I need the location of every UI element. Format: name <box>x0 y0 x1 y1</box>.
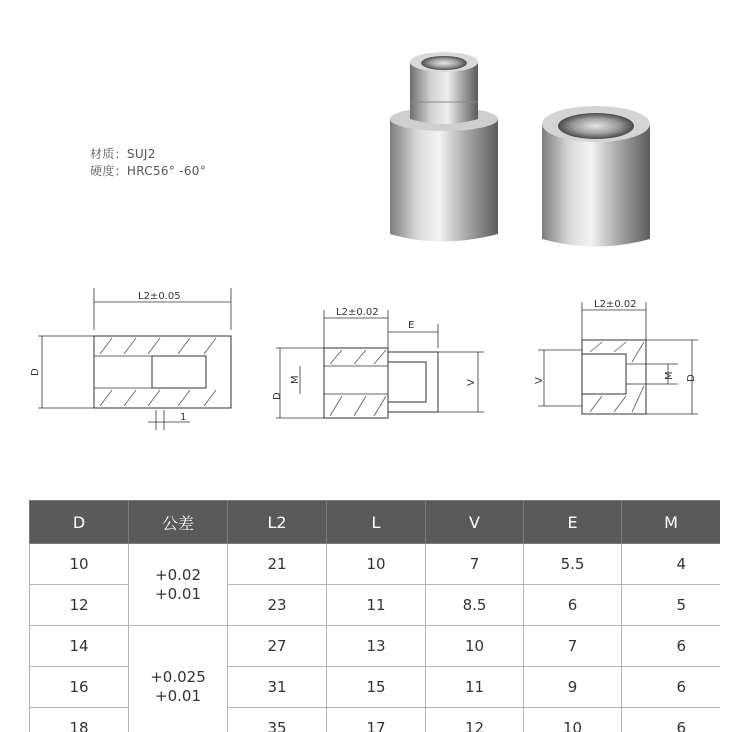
cell-d: 12 <box>30 585 129 626</box>
left-top-dimension: L2±0.05 <box>138 291 181 302</box>
cell-d: 10 <box>30 544 129 585</box>
cell-e: 6 <box>524 585 622 626</box>
drawing-left <box>28 288 248 438</box>
tolerance-lower: +0.01 <box>155 687 201 705</box>
table-row <box>30 544 721 585</box>
header-m: M <box>622 501 721 544</box>
hardness-spec: 硬度：HRC56° -60° <box>90 164 207 178</box>
middle-d-dimension: D <box>272 392 283 400</box>
cell-m: 4 <box>622 544 721 585</box>
cell-e: 9 <box>524 667 622 708</box>
right-v-dimension: V <box>534 377 545 384</box>
cell-l: 13 <box>327 626 426 667</box>
cell-tolerance <box>129 626 228 732</box>
header-l: L <box>327 501 426 544</box>
table-row <box>30 626 721 667</box>
table-header-row <box>30 501 721 544</box>
header-v: V <box>426 501 524 544</box>
material-spec: 材质：SUJ2 <box>90 147 156 161</box>
cell-l2: 31 <box>228 667 327 708</box>
tolerance-lower: +0.01 <box>155 584 201 603</box>
spec-block <box>90 146 206 180</box>
cell-m: 5 <box>622 585 721 626</box>
cell-v: 8.5 <box>426 585 524 626</box>
cell-e: 5.5 <box>524 544 622 585</box>
cell-tolerance <box>129 544 228 626</box>
cell-v: 7 <box>426 544 524 585</box>
cell-m: 6 <box>622 667 721 708</box>
cell-d: 18 <box>30 708 129 732</box>
cell-l2: 23 <box>228 585 327 626</box>
cell-l: 17 <box>327 708 426 732</box>
cell-l: 15 <box>327 667 426 708</box>
cell-l2: 35 <box>228 708 327 732</box>
header-tolerance: 公差 <box>129 501 228 544</box>
cell-l2: 21 <box>228 544 327 585</box>
tolerance-upper: +0.025 <box>150 668 206 686</box>
cell-v: 12 <box>426 708 524 732</box>
cell-l2: 27 <box>228 626 327 667</box>
middle-v-dimension: V <box>466 379 477 386</box>
right-top-dimension: L2±0.02 <box>594 299 637 310</box>
cell-e: 7 <box>524 626 622 667</box>
cell-d: 14 <box>30 626 129 667</box>
cell-v: 10 <box>426 626 524 667</box>
product-photo <box>380 44 670 256</box>
left-side-dimension: D <box>30 368 41 376</box>
header-e: E <box>524 501 622 544</box>
header-l2: L2 <box>228 501 327 544</box>
cell-l: 11 <box>327 585 426 626</box>
tolerance-upper: +0.02 <box>155 565 201 584</box>
cell-e: 10 <box>524 708 622 732</box>
header-d: D <box>30 501 129 544</box>
right-m-dimension: M <box>664 371 675 380</box>
spec-table <box>29 500 720 732</box>
cell-m: 6 <box>622 708 721 732</box>
drawing-middle <box>270 300 500 440</box>
cell-v: 11 <box>426 667 524 708</box>
middle-top-dimension: L2±0.02 <box>336 307 379 318</box>
drawing-right <box>528 292 708 422</box>
cell-l: 10 <box>327 544 426 585</box>
middle-m-dimension: M <box>290 375 301 384</box>
left-bottom-dimension: 1 <box>180 412 187 423</box>
right-d-dimension: D <box>686 374 697 382</box>
cell-m: 6 <box>622 626 721 667</box>
cell-d: 16 <box>30 667 129 708</box>
middle-e-dimension: E <box>408 320 415 331</box>
